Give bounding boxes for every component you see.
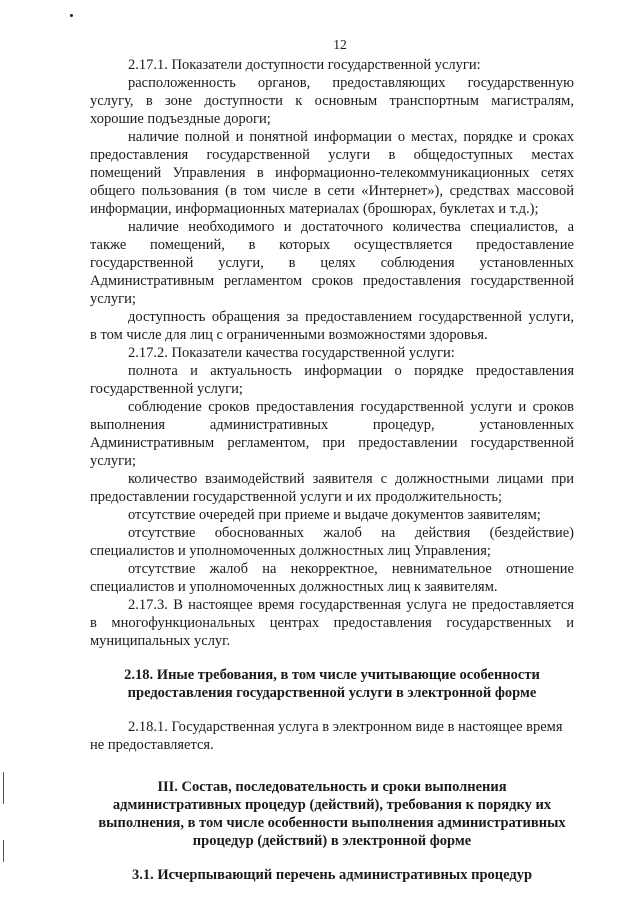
paragraph-line: хорошие подъездные дороги; xyxy=(90,111,271,127)
paragraph-line: специалистов и уполномоченных должностных лиц к заявителям. xyxy=(90,579,498,595)
paragraph-line: информации, информационных материалах (брошюрах, буклетах и т.д.); xyxy=(90,201,539,217)
paragraph-line: отсутствие жалоб на некорректное, невнимательное отношение xyxy=(128,561,574,577)
paragraph-line: государственной услуги; xyxy=(90,381,243,397)
paragraph-line: количество взаимодействий заявителя с должностными лицами при xyxy=(128,471,574,487)
scan-edge-mark xyxy=(3,840,4,862)
paragraph-line: в том числе для лиц с ограниченными возможностями здоровья. xyxy=(90,327,488,343)
section-3-1-heading: 3.1. Исчерпывающий перечень административных процедур xyxy=(131,867,533,883)
paragraph-line: 2.18.1. Государственная услуга в электронном виде в настоящее время xyxy=(128,719,563,735)
paragraph-line: помещений Управления в информационно-телекоммуникационных сетях xyxy=(90,165,574,181)
paragraph-line: не предоставляется. xyxy=(90,737,214,753)
paragraph-line: государственной услуги, в целях соблюдения установленных xyxy=(90,255,574,271)
paragraph-line: в многофункциональных центрах предоставления государственных и xyxy=(90,615,574,631)
section-3-heading: III. Состав, последовательность и сроки выполнения xyxy=(157,779,507,795)
scan-edge-mark xyxy=(3,772,4,804)
paragraph-line: соблюдение сроков предоставления государственной услуги и сроков xyxy=(128,399,574,415)
paragraph-line: муниципальных услуг. xyxy=(90,633,231,649)
section-3-heading: выполнения, в том числе особенности выполнения административных xyxy=(98,815,566,831)
paragraph-line: предоставлении государственной услуги и их продолжительность; xyxy=(90,489,503,505)
paragraph-line: наличие полной и понятной информации о местах, порядке и сроках xyxy=(128,129,574,145)
paragraph-line: услуги; xyxy=(90,453,136,469)
paragraph-line: общего пользования (в том числе в сети «Интернет»), средствах массовой xyxy=(90,183,574,199)
section-3-heading: административных процедур (действий), требования к порядку их xyxy=(112,797,552,813)
paragraph-line: Административным регламентом сроков предоставления государственной xyxy=(90,273,574,289)
paragraph-line: предоставления государственной услуги в общедоступных местах xyxy=(90,147,574,163)
paragraph-line: Административным регламентом, при предоставлении государственной xyxy=(90,435,574,451)
paragraph-line: полнота и актуальность информации о порядке предоставления xyxy=(128,363,574,379)
section-2-18-heading: предоставления государственной услуги в электронной форме xyxy=(127,685,537,701)
paragraph-line: наличие необходимого и достаточного количества специалистов, а xyxy=(128,219,574,235)
paragraph-line: выполнения административных процедур, установленных xyxy=(90,417,574,433)
paragraph-line: отсутствие обоснованных жалоб на действия (бездействие) xyxy=(128,525,574,541)
paragraph-line: расположенность органов, предоставляющих государственную xyxy=(128,75,574,91)
paragraph-line: услугу, в зоне доступности к основным транспортным магистралям, xyxy=(90,93,574,109)
section-2-18-heading: 2.18. Иные требования, в том числе учитывающие особенности xyxy=(124,667,540,683)
paragraph-line: доступность обращения за предоставлением государственной услуги, xyxy=(128,309,574,325)
subsection-2-17-2-title: 2.17.2. Показатели качества государственной услуги: xyxy=(128,345,455,361)
subsection-2-17-1-title: 2.17.1. Показатели доступности государственной услуги: xyxy=(128,57,481,73)
paragraph-line: 2.17.3. В настоящее время государственная услуга не предоставляется xyxy=(128,597,574,613)
page-number: 12 xyxy=(333,37,347,52)
section-3-heading: процедур (действий) в электронной форме xyxy=(192,833,472,849)
paragraph-line: также помещений, в которых осуществляется предоставление xyxy=(90,237,574,253)
paragraph-line: отсутствие очередей при приеме и выдаче документов заявителям; xyxy=(128,507,541,523)
paragraph-line: специалистов и уполномоченных должностных лиц Управления; xyxy=(90,543,491,559)
scan-speck xyxy=(70,14,73,17)
paragraph-line: услуги; xyxy=(90,291,136,307)
document-body xyxy=(90,56,574,884)
